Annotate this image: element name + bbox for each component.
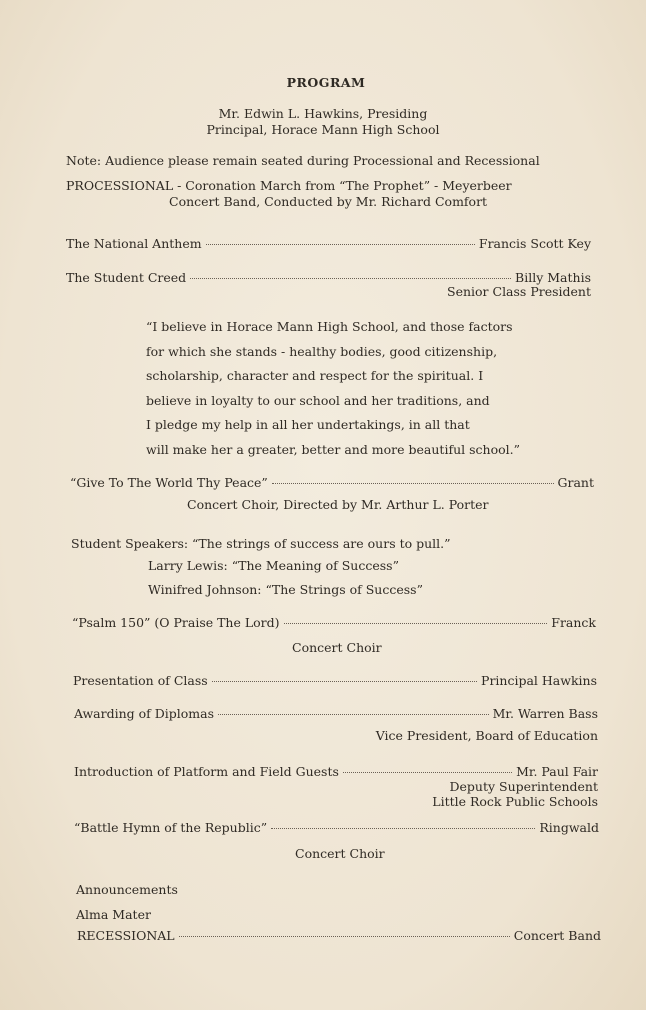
battle-hymn-subtitle: Concert Choir: [295, 846, 385, 861]
guests-value: Mr. Paul Fair: [516, 764, 598, 779]
alma-mater: Alma Mater: [76, 907, 151, 922]
creed-text-line: scholarship, character and respect for the spiritual. I: [146, 368, 484, 383]
creed-label: The Student Creed: [66, 270, 187, 285]
program-title: PROGRAM: [286, 75, 366, 90]
speakers-line: Student Speakers: “The strings of success are ours to pull.”: [71, 536, 451, 551]
leader-dots: [179, 936, 510, 937]
anthem-label: The National Anthem: [66, 236, 202, 251]
psalm-subtitle: Concert Choir: [292, 640, 382, 655]
creed-text-line: I pledge my help in all her undertakings, in all that: [146, 417, 470, 432]
leader-dots: [206, 244, 475, 245]
battle-hymn-value: Ringwald: [539, 820, 599, 835]
diplomas-value: Mr. Warren Bass: [492, 706, 598, 721]
anthem-value: Francis Scott Key: [478, 236, 591, 251]
presentation-label: Presentation of Class: [73, 673, 208, 688]
peace-label: “Give To The World Thy Peace”: [70, 475, 268, 490]
processional-line: PROCESSIONAL - Coronation March from “The Prophet” - Meyerbeer: [66, 178, 512, 193]
creed-text-line: believe in loyalty to our school and her traditions, and: [146, 392, 490, 408]
diplomas-label: Awarding of Diplomas: [74, 706, 215, 721]
presentation-value: Principal Hawkins: [481, 673, 597, 688]
peace-value: Grant: [557, 475, 594, 490]
creed-value: Billy Mathis: [515, 270, 591, 285]
diplomas-row: [74, 706, 598, 721]
creed-text-line: will make her a greater, better and more beautiful school.”: [146, 441, 520, 457]
presentation-row: [73, 673, 597, 688]
recessional-value: Concert Band: [513, 928, 601, 943]
guests-row: [74, 764, 598, 779]
diplomas-subtitle: Vice President, Board of Education: [375, 728, 598, 743]
guests-subtitle-2: Little Rock Public Schools: [432, 794, 598, 809]
speaker-2: Winifred Johnson: “The Strings of Success”: [148, 582, 423, 597]
creed-text-line: “I believe in Horace Mann High School, and those factors: [146, 319, 513, 334]
presiding-title: Principal, Horace Mann High School: [206, 122, 440, 137]
audience-note: Note: Audience please remain seated during Processional and Recessional: [66, 153, 540, 168]
peace-row: [70, 475, 594, 490]
leader-dots: [218, 714, 489, 715]
leader-dots: [271, 828, 535, 829]
battle-hymn-label: “Battle Hymn of the Republic”: [74, 820, 268, 835]
recessional-row: [77, 928, 601, 943]
guests-subtitle-1: Deputy Superintendent: [449, 779, 598, 794]
battle-hymn-row: [74, 820, 599, 835]
announcements: Announcements: [76, 882, 178, 897]
creed-text: [146, 315, 520, 462]
psalm-value: Franck: [551, 615, 596, 630]
processional-band: Concert Band, Conducted by Mr. Richard Comfort: [169, 194, 488, 209]
psalm-row: [72, 615, 596, 630]
creed-row: [66, 270, 591, 285]
peace-subtitle: Concert Choir, Directed by Mr. Arthur L. Porter: [187, 497, 489, 512]
leader-dots: [272, 483, 554, 484]
leader-dots: [190, 278, 511, 279]
speaker-1: Larry Lewis: “The Meaning of Success”: [148, 558, 399, 573]
anthem-row: [66, 236, 591, 251]
creed-text-line: for which she stands - healthy bodies, good citizenship,: [146, 343, 498, 359]
leader-dots: [284, 623, 548, 624]
recessional-label: RECESSIONAL: [77, 928, 175, 943]
presiding-line: Mr. Edwin L. Hawkins, Presiding: [218, 106, 428, 121]
psalm-label: “Psalm 150” (O Praise The Lord): [72, 615, 280, 630]
leader-dots: [343, 772, 512, 773]
leader-dots: [212, 681, 477, 682]
guests-label: Introduction of Platform and Field Guests: [74, 764, 339, 779]
creed-subtitle: Senior Class President: [447, 284, 591, 299]
